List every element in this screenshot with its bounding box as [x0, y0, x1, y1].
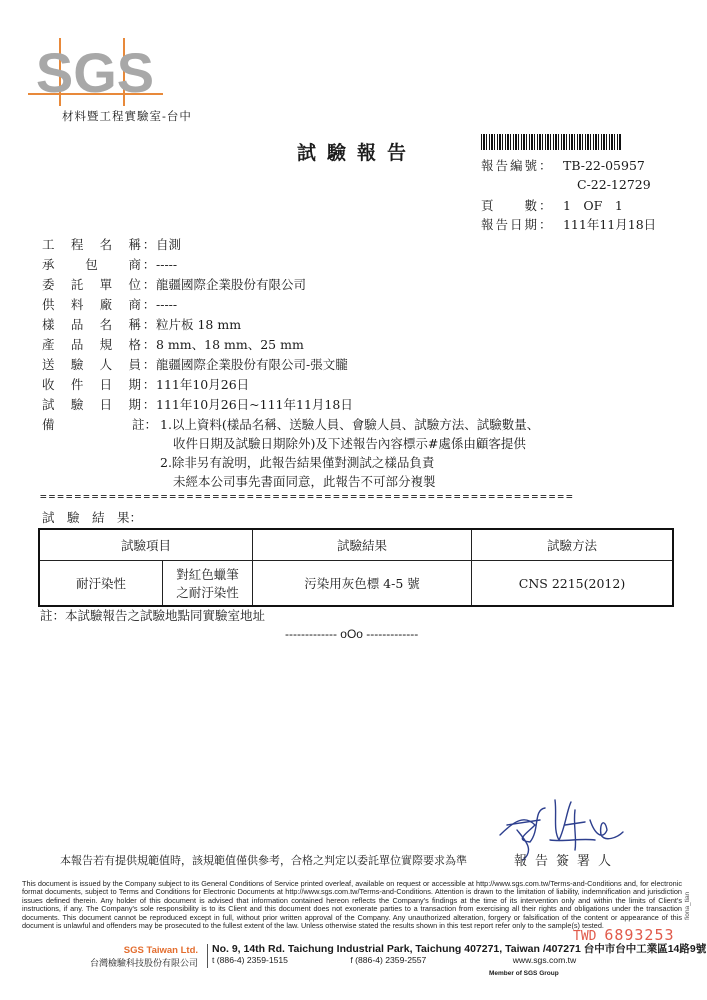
footer-divider — [207, 944, 208, 968]
company-name-en: SGS Taiwan Ltd. — [123, 945, 199, 956]
end-mark: ------------- oOo ------------- — [285, 627, 419, 641]
field-value: ----- — [156, 257, 178, 272]
field-value: 111年10月26日~111年11月18日 — [156, 397, 353, 412]
pages-value: 1 OF 1 — [562, 198, 623, 213]
cell-test-method: CNS 2215(2012) — [472, 561, 674, 607]
pages-label: 頁 數： — [481, 198, 554, 213]
serial-number — [573, 926, 675, 944]
field-colon: ： — [142, 317, 156, 332]
report-number-row — [481, 156, 645, 174]
footer-company — [90, 945, 198, 969]
footer-phone-row — [212, 955, 706, 966]
table-row — [39, 561, 673, 607]
field-colon: ： — [142, 397, 156, 412]
subitem-line-1: 對紅色蠟筆 — [176, 567, 239, 582]
terms-text: This document is issued by the Company subject to its General Conditions of Service printed overleaf, available on request or accessible at http://www.sgs.com.tw/Terms-and-Conditions and, for electronic format documents, subject to Terms and Conditions for Electronic Documents at http://www.sgs.com.tw/Terms-and-Conditions. Attention is drawn to the limitation of liability, indemnification and jurisdiction issues defined therein. Any holder of this document is advised that information contained hereon reflects the Company's findings at the time of its intervention only and within the limits of Client's instructions, if any. The Company's sole responsibility is to its Client and this document does not exonerate parties to a transaction from exercising all their rights and obligations under the transaction documents. This document cannot be reproduced except in full, without prior written approval of the Company. Any unauthorized alteration, forgery or falsification of the content or appearance of this document is unlawful and offenders may be prosecuted to the fullest extent of the law. Unless otherwise stated the results shown in this test report refer only to the sample(s) tested. — [22, 879, 682, 931]
location-footnote: 註：本試驗報告之試驗地點同實驗室地址 — [40, 608, 266, 623]
company-name-zh: 台灣檢驗科技股份有限公司 — [90, 958, 199, 968]
field-colon: ： — [142, 277, 156, 292]
company-website[interactable]: www.sgs.com.tw — [512, 955, 577, 965]
report-number-label: 報告編號： — [481, 158, 554, 173]
sgs-logo — [28, 38, 163, 106]
company-fax: f (886-4) 2359-2557 — [350, 955, 427, 965]
field-label: 工程名稱 — [42, 237, 142, 252]
field-value: 龍疆國際企業股份有限公司-張文朧 — [156, 357, 348, 372]
remarks-line-3: 2.除非另有說明，此報告結果僅對測試之樣品負責 — [160, 455, 435, 470]
field-contractor — [42, 255, 177, 273]
subitem-line-2: 之耐汙染性 — [176, 585, 239, 600]
field-supplier — [42, 295, 177, 313]
member-note: Member of SGS Group — [489, 970, 559, 977]
signer-label: 報告簽署人 — [514, 854, 620, 869]
field-test-date — [42, 395, 353, 413]
field-colon: ： — [142, 257, 156, 272]
results-label: 試 驗 結 果： — [42, 510, 143, 525]
page-title: 試驗報告 — [297, 142, 418, 164]
report-date-row — [481, 215, 656, 233]
serial-prefix: TWD — [573, 929, 597, 944]
field-sample-name — [42, 315, 241, 333]
header-test-item: 試驗項目 — [39, 529, 253, 561]
field-colon: ： — [142, 357, 156, 372]
barcode — [481, 134, 621, 150]
field-label: 委託單位 — [42, 277, 142, 292]
table-header-row — [39, 529, 673, 561]
cell-test-subitem — [163, 561, 253, 607]
field-value: 龍疆國際企業股份有限公司 — [156, 277, 307, 292]
remarks-line-2: 收件日期及試驗日期除外)及下述報告內容標示#處係由顧客提供 — [173, 436, 526, 451]
report-date-label: 報告日期： — [481, 217, 554, 232]
serial-value: 6893253 — [604, 926, 675, 944]
cell-test-result: 污染用灰色標 4-5 號 — [253, 561, 472, 607]
field-label: 送驗人員 — [42, 357, 142, 372]
company-phone: t (886-4) 2359-1515 — [212, 955, 288, 965]
remarks-line-1: 1.以上資料(樣品名稱、送驗人員、會驗人員、試驗方法、試驗數量、 — [160, 417, 540, 432]
field-value: 8 mm、18 mm、25 mm — [156, 337, 304, 352]
field-label: 產品規格 — [42, 337, 142, 352]
field-label: 樣品名稱 — [42, 317, 142, 332]
field-client — [42, 275, 306, 293]
results-table — [38, 528, 674, 607]
field-submitter — [42, 355, 348, 373]
field-value: 自測 — [156, 237, 182, 252]
report-number-2: C-22-12729 — [577, 177, 651, 192]
header-test-method: 試驗方法 — [472, 529, 674, 561]
field-label: 承包商 — [42, 257, 142, 272]
field-value: 粒片板 18 mm — [156, 317, 242, 332]
field-colon: ： — [142, 377, 156, 392]
field-value: 111年10月26日 — [156, 377, 250, 392]
field-product-spec — [42, 335, 304, 353]
field-label: 供料廠商 — [42, 297, 142, 312]
field-received-date — [42, 375, 249, 393]
company-address: No. 9, 14th Rd. Taichung Industrial Park, Taichung 407271, Taiwan /407271 台中市台中工業區14路9號 — [212, 943, 707, 955]
remarks-label: 備 — [42, 417, 55, 432]
footer-contact — [212, 944, 706, 966]
disclaimer-text: 本報告若有提供規範值時，該規範值僅供參考，合格之判定以委託單位實際要求為準 — [60, 854, 467, 867]
field-label: 試驗日期 — [42, 397, 142, 412]
separator-line: ============================================================== — [40, 490, 575, 503]
remarks-line-4: 未經本公司事先書面同意，此報告不可部分複製 — [173, 474, 436, 489]
header-test-result: 試驗結果 — [253, 529, 472, 561]
field-colon: ： — [142, 297, 156, 312]
field-colon: ： — [142, 237, 156, 252]
report-date-value: 111年11月18日 — [562, 217, 657, 232]
logo-text: SGS — [35, 41, 155, 104]
cell-test-item: 耐汙染性 — [39, 561, 163, 607]
lab-name: 材料暨工程實驗室-台中 — [62, 109, 192, 123]
vertical-note: fiona_tian — [684, 891, 691, 920]
field-value: ----- — [156, 297, 178, 312]
field-label: 收件日期 — [42, 377, 142, 392]
pages-row — [481, 196, 623, 214]
field-project-name — [42, 235, 181, 253]
remarks-note-label: 註： — [132, 417, 158, 432]
field-colon: ： — [142, 337, 156, 352]
report-number-1: TB-22-05957 — [562, 158, 645, 173]
